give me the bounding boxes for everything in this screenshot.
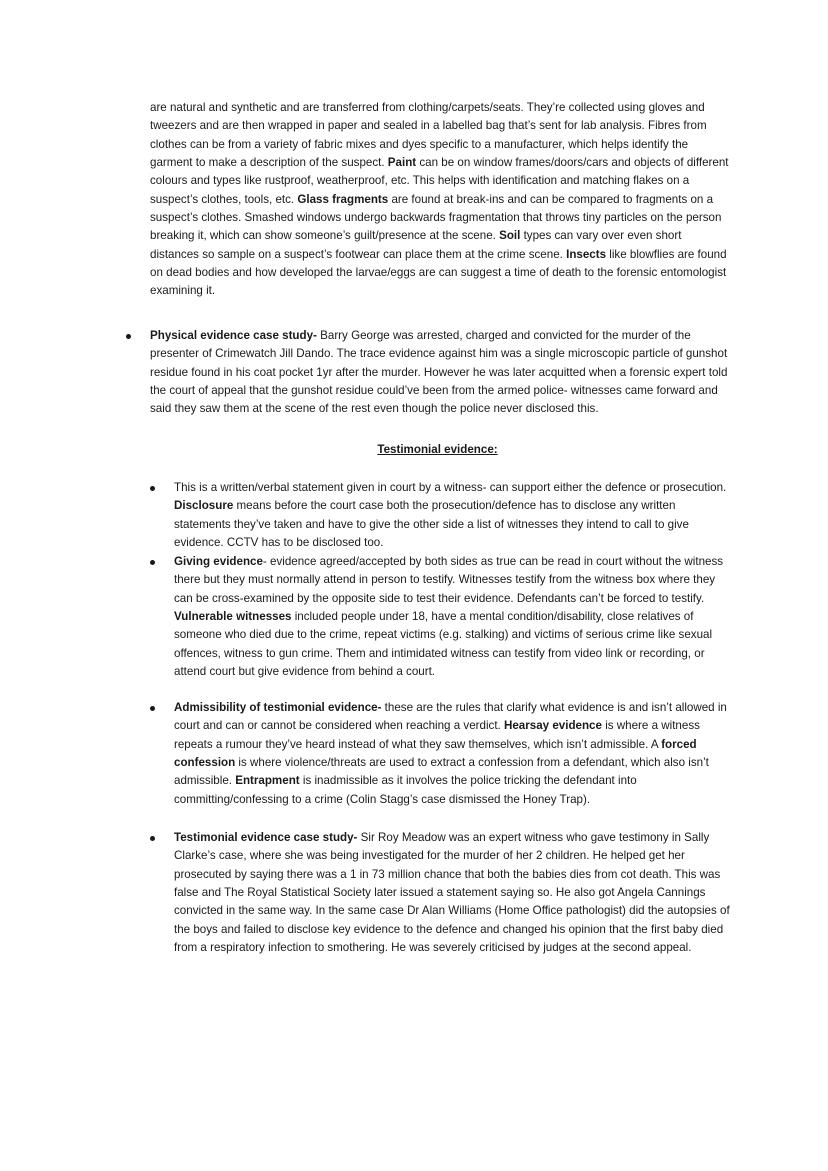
list-item-text: [174, 829, 730, 957]
bold-term: Hearsay evidence: [503, 719, 602, 733]
bold-term: Giving evidence: [174, 555, 263, 568]
text-run: types can vary over even short distances so sample on a suspect’s footwear can place them at the crime scene.: [150, 229, 682, 261]
text-run: - evidence agreed/accepted by both sides as true can be read in court without the witness there but they must normally attend in person to testify. Witnesses testify from the witness box where they can be cross-examined by the opposite side to test their evidence. Defendants can’t be forced to testify.: [174, 555, 724, 605]
bold-term: Physical evidence case study-: [150, 329, 317, 342]
text-run: means before the court case both the prosecution/defence has to disclose any written statements they’ve taken and have to give the other side a list of witnesses they intend to call to give evidence. CCTV has to be disclosed too.: [174, 499, 689, 550]
text-run: can be on window frames/doors/cars and objects of different colours and types like rustproof, weatherproof, etc. This helps with identification and matching flakes on a suspect’s clothes, tools, etc.: [150, 156, 729, 206]
list-item-text: [150, 327, 730, 419]
list-item-text: [174, 699, 730, 809]
text-run: included people under 18, have a mental condition/disability, close relatives of someone who died due to the crime, repeat victims (e.g. stalking) and victims of serious crime like sexual offences, witness to gun crime. Them and intimidated witness can testify from video link or recording, or attend court but give evidence from behind a court.: [174, 610, 713, 679]
testimonial-item-case-study: [150, 829, 730, 957]
testimonial-item-admissibility: [150, 699, 730, 809]
bullet-icon: [150, 560, 155, 565]
list-item-text: [174, 553, 730, 681]
bold-term: Testimonial evidence case study-: [174, 831, 358, 844]
bold-term: Insects: [566, 247, 607, 261]
text-run: is where a witness repeats a rumour they’ve heard instead of what they saw themselves, which isn’t admissible. A: [174, 719, 700, 751]
bold-term: Glass fragments: [297, 192, 389, 206]
text-run: This is a written/verbal statement given in court by a witness- can support either the defence or prosecution.: [174, 481, 727, 494]
section-heading-testimonial-evidence: Testimonial evidence:: [377, 443, 498, 456]
bold-term: Entrapment: [235, 774, 300, 788]
bold-term: Admissibility of testimonial evidence-: [174, 701, 382, 714]
bullet-icon: [150, 836, 155, 841]
text-run: is where violence/threats are used to extract a confession from a defendant, which also isn’t admissible.: [174, 756, 709, 788]
text-run: Barry George was arrested, charged and convicted for the murder of the presenter of Crimewatch Jill Dando. The trace evidence against him was a single microscopic particle of gunshot residue found in his coat pocket 1yr after the murder. However he was later acquitted when a forensic expert told the court of appeal that the gunshot residue could’ve been from the armed police- witnesses came forward and said they saw them at the scene of the rest even though the police never disclosed this.: [150, 329, 728, 416]
list-item-text: [174, 479, 730, 552]
bold-term: Vulnerable witnesses: [174, 610, 292, 624]
text-run: are found at break-ins and can be compared to fragments on a suspect’s clothes. Smashed windows undergo backwards fragmentation that throws tiny particles on the person breaking it, which can show someone’s guilt/presence at the scene.: [150, 192, 722, 243]
bullet-icon: [126, 334, 131, 339]
text-run: like blowflies are found on dead bodies and how developed the larvae/eggs are can suggest a time of death to the forensic entomologist examining it.: [150, 247, 727, 298]
text-run: Sir Roy Meadow was an expert witness who gave testimony in Sally Clarke’s case, where she was being investigated for the murder of her 2 children. He helped get her prosecuted by saying there was a 1 in 73 million chance that both the babies dies from cot death. This was false and The Royal Statistical Society later issued a statement saying so. He also got Angela Cannings convicted in the same way. In the same case Dr Alan Williams (Home Office pathologist) did the autopsies of the boys and failed to disclose key evidence to the defence and changed his opinion that the first baby died from a respiratory infection to smothering. He was severely criticised by judges at the second appeal.: [174, 831, 730, 955]
text-run: is inadmissible as it involves the police tricking the defendant into committing/confessing to a crime (Colin Stagg’s case dismissed the Honey Trap).: [174, 774, 637, 806]
text-run: these are the rules that clarify what evidence is and isn’t allowed in court and can or cannot be considered when reaching a verdict.: [174, 701, 727, 733]
bold-term: Soil: [499, 229, 521, 243]
bold-term: forced confession: [174, 737, 697, 770]
testimonial-item-giving-evidence: [150, 553, 730, 681]
text-run: are natural and synthetic and are transferred from clothing/carpets/seats. They’re collected using gloves and tweezers and are then wrapped in paper and sealed in a labelled bag that’s sent for lab analysis. Fibres from clothes can be from a variety of fabric mixes and dyes specific to a manufacturer, which helps identify the garment to make a description of the suspect.: [150, 101, 707, 170]
bold-term: Paint: [387, 156, 417, 170]
testimonial-item-intro: [150, 479, 730, 552]
bullet-icon: [150, 486, 155, 491]
bold-term: Disclosure: [174, 499, 234, 513]
fibres-paragraph-continuation: [150, 99, 730, 301]
bullet-icon: [150, 706, 155, 711]
paragraph-text: [150, 99, 730, 301]
physical-evidence-case-study-item: [126, 327, 730, 419]
